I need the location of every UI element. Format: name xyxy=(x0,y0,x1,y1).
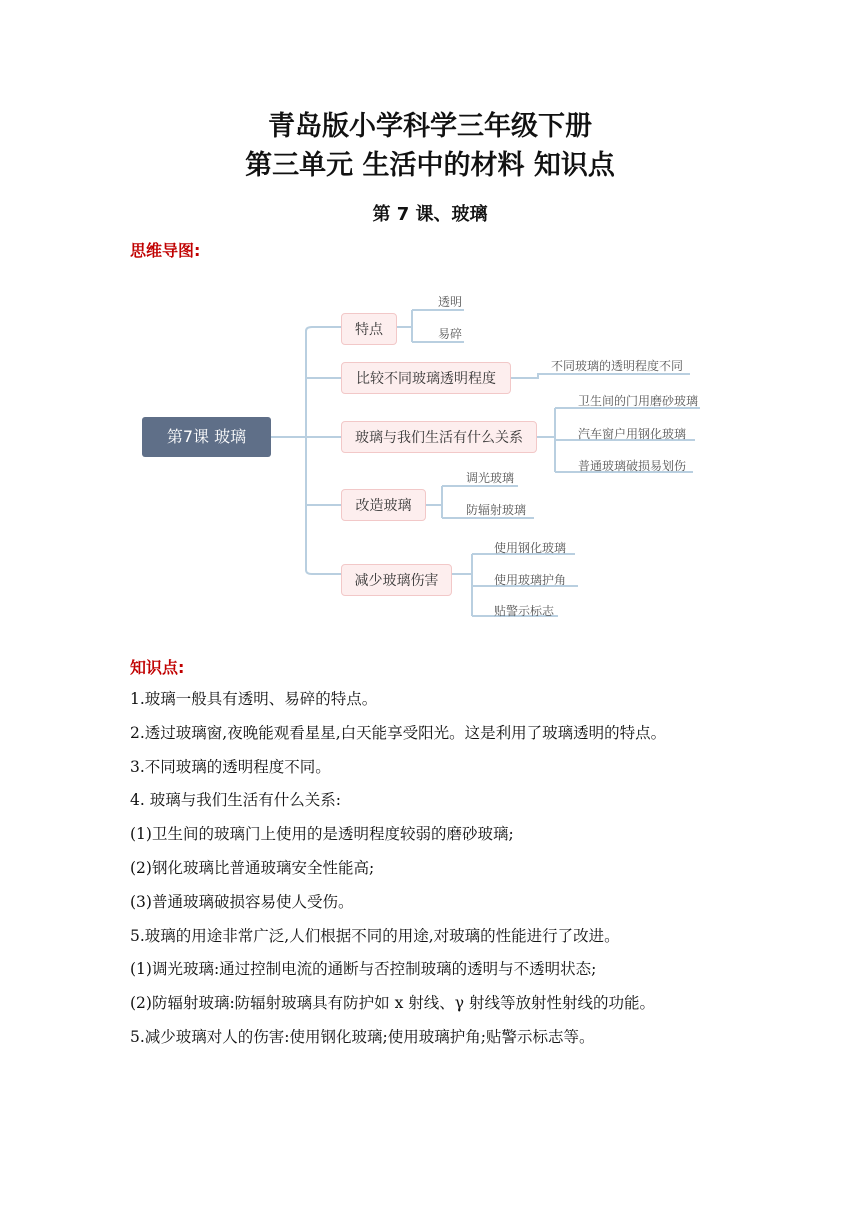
leaf-fragile: 易碎 xyxy=(438,327,463,341)
leaf-transparent: 透明 xyxy=(438,295,463,309)
branch-characteristics: 特点 xyxy=(341,313,397,345)
knowledge-point: 1.玻璃一般具有透明、易碎的特点。 xyxy=(130,690,378,708)
leaf-dimming-glass: 调光玻璃 xyxy=(466,471,515,485)
leaf-use-tempered-glass: 使用钢化玻璃 xyxy=(494,541,567,555)
mind-map xyxy=(130,280,730,640)
document-subtitle: 第三单元 生活中的材料 知识点 xyxy=(245,150,615,181)
leaf-bathroom-frosted-glass: 卫生间的门用磨砂玻璃 xyxy=(578,394,699,408)
knowledge-point: (3)普通玻璃破损容易使人受伤。 xyxy=(130,893,354,911)
document-title: 青岛版小学科学三年级下册 xyxy=(268,111,592,142)
leaf-different-transparency: 不同玻璃的透明程度不同 xyxy=(551,359,684,373)
knowledge-point: (2)钢化玻璃比普通玻璃安全性能高; xyxy=(130,859,375,877)
knowledge-point: 5.玻璃的用途非常广泛,人们根据不同的用途,对玻璃的性能进行了改进。 xyxy=(130,927,620,945)
branch-compare-transparency: 比较不同玻璃透明程度 xyxy=(341,362,511,394)
leaf-car-tempered-glass: 汽车窗户用钢化玻璃 xyxy=(578,427,687,441)
leaf-broken-glass-cuts: 普通玻璃破损易划伤 xyxy=(578,459,687,473)
mind-map-root: 第7课 玻璃 xyxy=(142,417,271,457)
leaf-warning-signs: 贴警示标志 xyxy=(494,604,555,618)
mindmap-heading: 思维导图: xyxy=(130,241,201,260)
knowledge-point: (2)防辐射玻璃:防辐射玻璃具有防护如 x 射线、γ 射线等放射性射线的功能。 xyxy=(130,994,655,1012)
knowledge-point: 2.透过玻璃窗,夜晚能观看星星,白天能享受阳光。这是利用了玻璃透明的特点。 xyxy=(130,724,667,742)
knowledge-heading: 知识点: xyxy=(130,658,185,677)
branch-modify-glass: 改造玻璃 xyxy=(341,489,426,521)
branch-glass-and-life: 玻璃与我们生活有什么关系 xyxy=(341,421,537,453)
knowledge-point: 3.不同玻璃的透明程度不同。 xyxy=(130,758,331,776)
lesson-title: 第 7 课、玻璃 xyxy=(372,204,488,225)
knowledge-point: 4. 玻璃与我们生活有什么关系: xyxy=(130,791,341,809)
knowledge-point: (1)卫生间的玻璃门上使用的是透明程度较弱的磨砂玻璃; xyxy=(130,825,514,843)
leaf-radiation-glass: 防辐射玻璃 xyxy=(466,503,527,517)
branch-reduce-harm: 减少玻璃伤害 xyxy=(341,564,452,596)
knowledge-point: 5.减少玻璃对人的伤害:使用钢化玻璃;使用玻璃护角;贴警示标志等。 xyxy=(130,1028,595,1046)
leaf-use-corner-guards: 使用玻璃护角 xyxy=(494,573,567,587)
knowledge-point: (1)调光玻璃:通过控制电流的通断与否控制玻璃的透明与不透明状态; xyxy=(130,960,597,978)
